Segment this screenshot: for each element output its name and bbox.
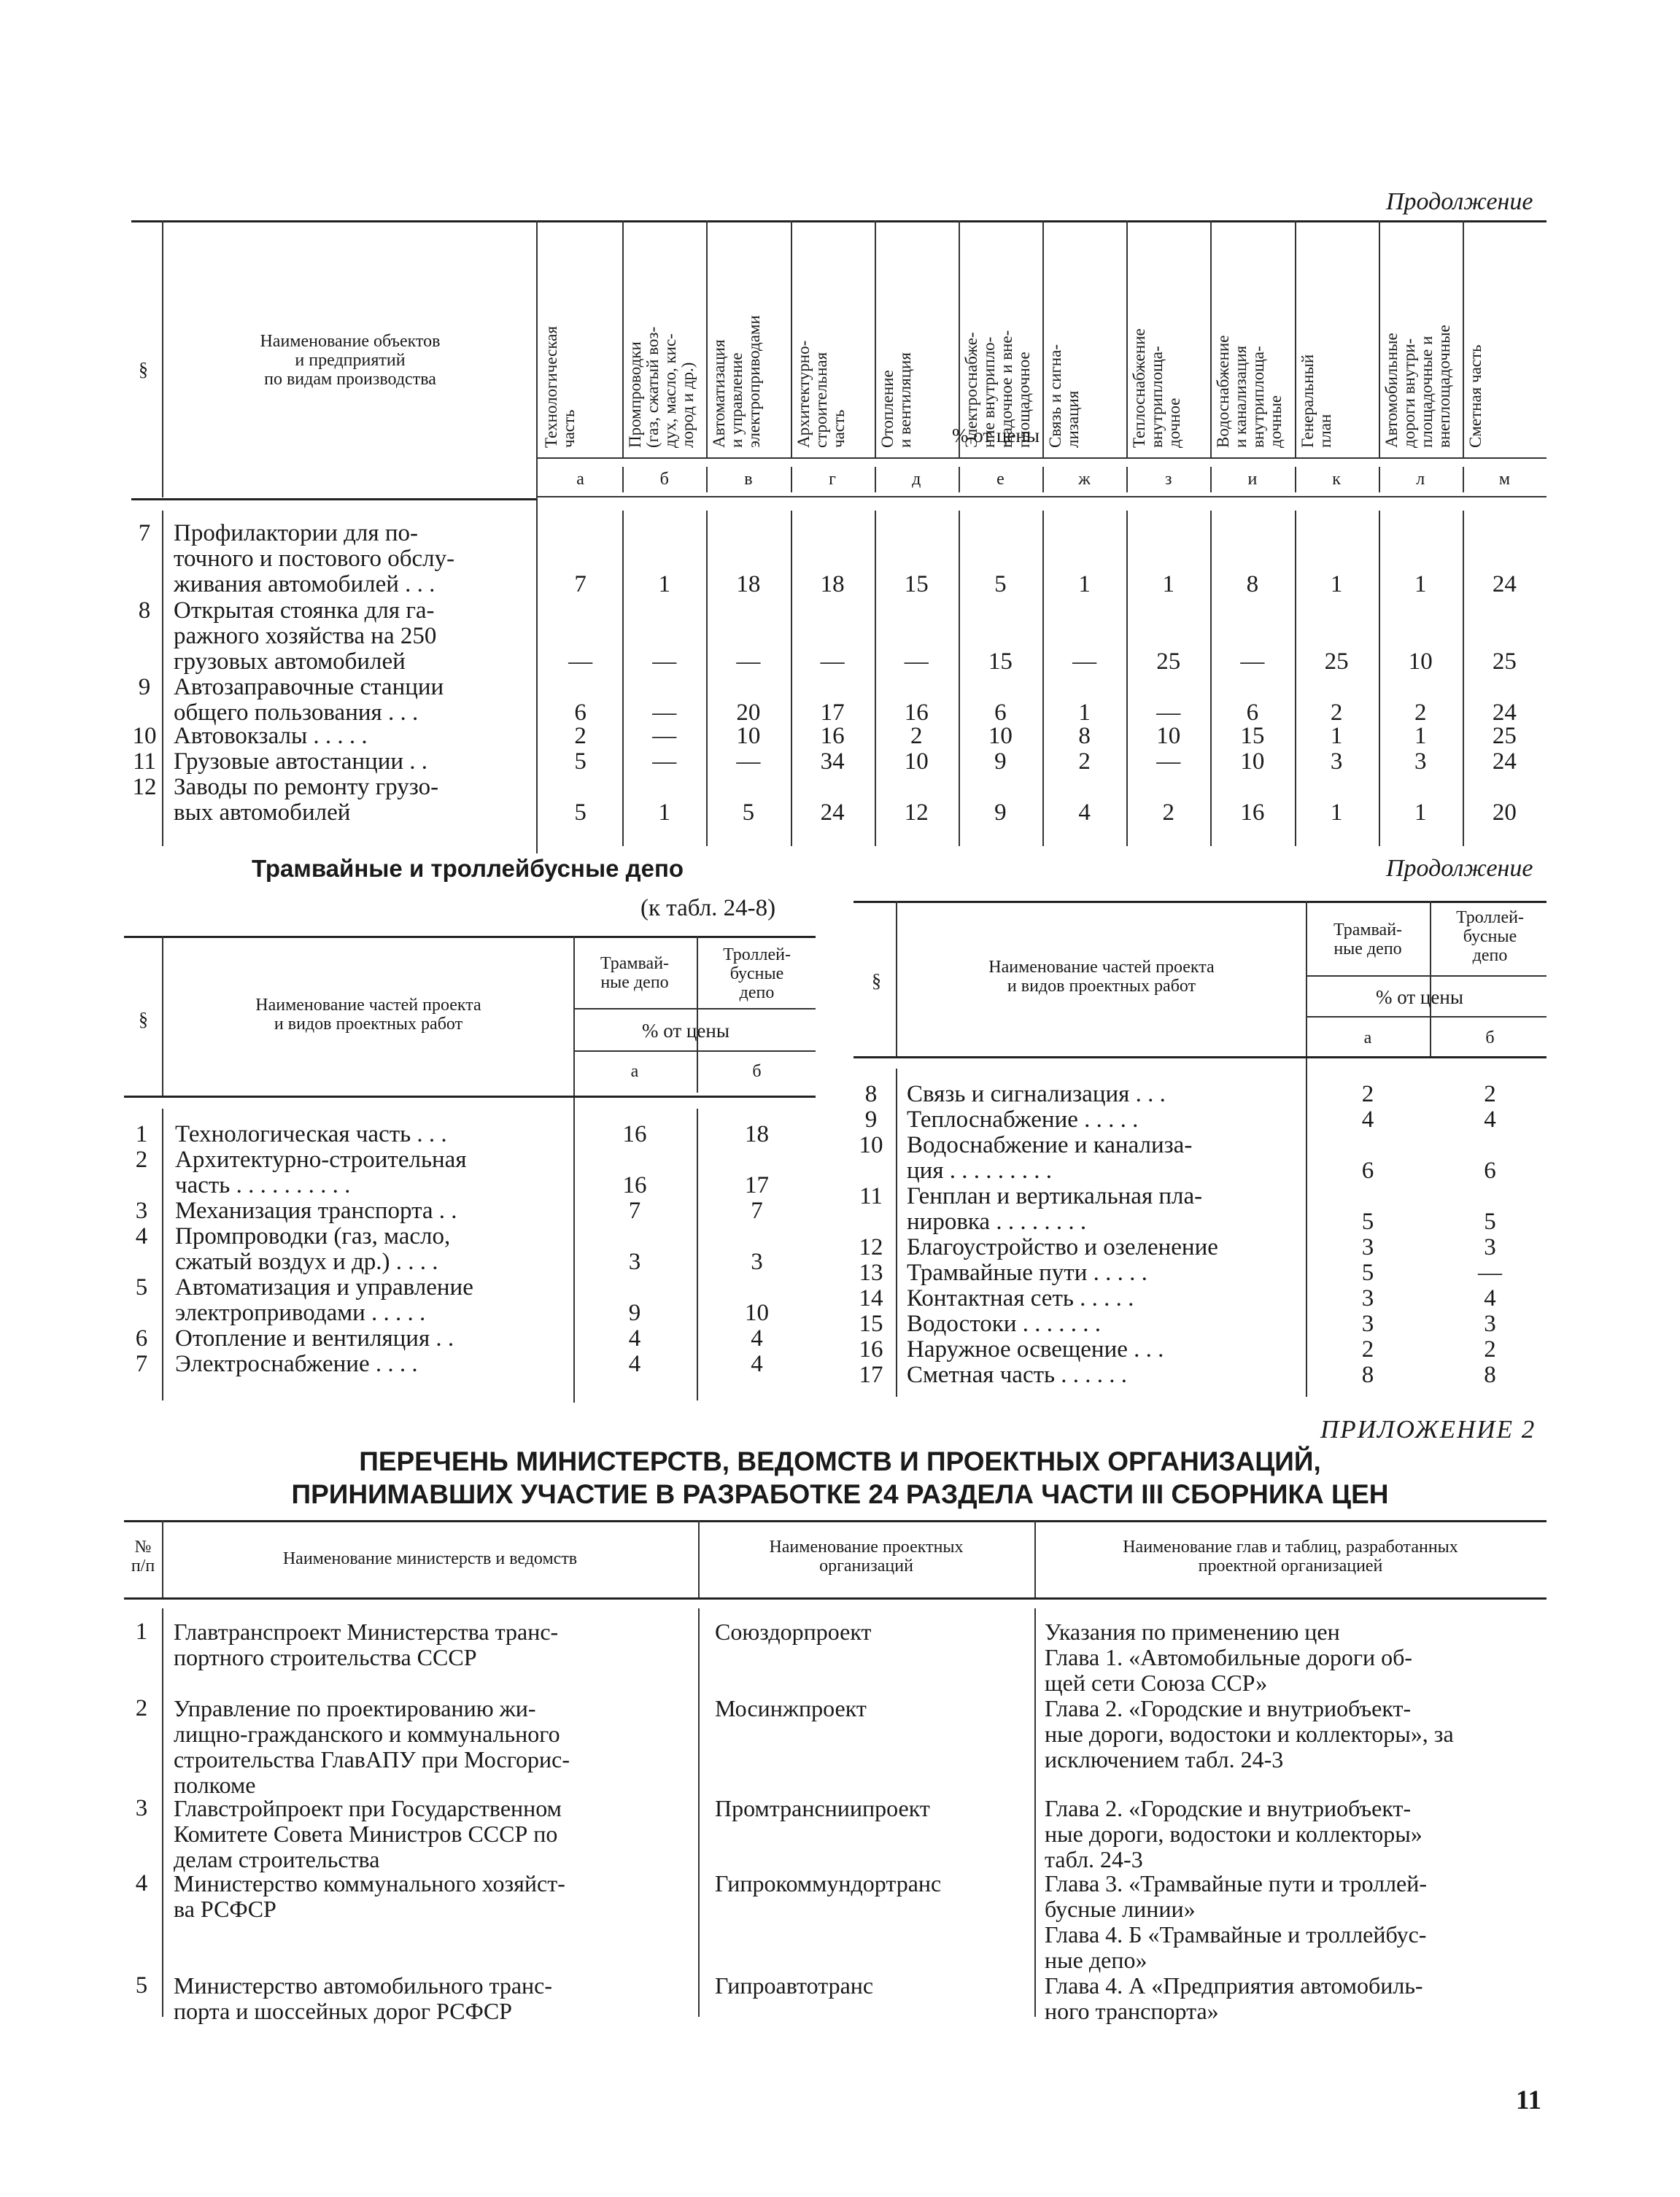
- top-col-header: Промпроводки (газ, сжатый воз- дух, масло, кис- лород и др.): [626, 326, 697, 448]
- appendix-rule: [124, 1520, 1547, 1522]
- top-row-value: 10: [904, 748, 929, 775]
- depot-row-number: 8: [864, 1081, 878, 1107]
- top-row-value: 9: [994, 748, 1007, 775]
- appendix-head-num: № п/п: [131, 1538, 155, 1576]
- top-col-divider: [1463, 220, 1464, 457]
- appendix-row-org: Союздорпроект: [715, 1619, 872, 1645]
- depot-row-troll: 2: [1484, 1081, 1496, 1107]
- top-row-value: 5: [742, 799, 755, 826]
- depot-row-name: Благоустройство и озеленение: [907, 1234, 1218, 1260]
- top-row-number: 8: [138, 597, 151, 624]
- top-col-divider: [1042, 220, 1044, 457]
- depot-left-troll-head: Троллей- бусные депо: [723, 945, 791, 1002]
- top-row-value: 8: [1246, 571, 1259, 597]
- depot-row-tram: 16: [622, 1172, 647, 1198]
- top-col-letter: к: [1332, 470, 1341, 489]
- top-sect-head: §: [139, 359, 148, 380]
- top-col-header: Теплоснабжение внутриплоща- дочное: [1130, 328, 1184, 448]
- depot-right-name-head: Наименование частей проекта и видов проектных работ: [988, 958, 1215, 996]
- top-row-value: 2: [1330, 700, 1343, 726]
- top-col-header: Генеральный план: [1298, 354, 1334, 448]
- top-row-value: 2: [1162, 799, 1174, 826]
- top-col-divider: [622, 511, 624, 846]
- depot-left-unit: % от цены: [642, 1020, 729, 1042]
- top-row-value: —: [1072, 648, 1097, 675]
- depot-row-tram: 4: [628, 1351, 641, 1377]
- appendix-row-ministry: Министерство автомобильного транс- порта и шоссейных дорог РСФСР: [174, 1972, 552, 2024]
- depot-row-name: Наружное освещение . . .: [907, 1336, 1164, 1363]
- top-row-value: 6: [1246, 700, 1259, 726]
- depot-row-tram: 2: [1361, 1336, 1374, 1363]
- top-col-header: Автомобильные дороги внутри- площадочные и внеплощадочные: [1382, 325, 1453, 448]
- appendix-row-number: 2: [135, 1695, 148, 1721]
- depot-left-rule: [573, 1050, 816, 1052]
- top-col-letter: и: [1247, 470, 1258, 489]
- top-col-divider: [1210, 511, 1212, 846]
- top-row-name: Профилактории для по- точного и постового обслу- живания автомобилей . . .: [174, 520, 455, 597]
- depot-row-troll: 8: [1484, 1362, 1496, 1388]
- top-row-name: Автовокзалы . . . . .: [174, 723, 368, 749]
- top-row-value: 12: [904, 799, 929, 826]
- top-table-rule: [536, 457, 1547, 459]
- depot-right-vline: [1430, 901, 1431, 1058]
- top-row-value: 1: [1414, 571, 1427, 597]
- depot-row-tram: 2: [1361, 1081, 1374, 1107]
- top-col-divider: [875, 511, 876, 846]
- top-row-number: 7: [138, 520, 151, 546]
- appendix-row-number: 1: [135, 1619, 148, 1645]
- depot-row-name: Механизация транспорта . .: [175, 1198, 457, 1224]
- top-col-divider: [1210, 220, 1212, 457]
- top-col-header: Сметная часть: [1466, 344, 1484, 448]
- depot-row-tram: 3: [1361, 1234, 1374, 1260]
- page-number: 11: [1516, 2085, 1541, 2115]
- depot-right-rule: [1306, 1016, 1547, 1018]
- depot-right-rule: [853, 901, 1547, 903]
- top-row-value: 1: [1330, 571, 1343, 597]
- top-row-value: 24: [1492, 700, 1517, 726]
- top-col-divider: [1463, 511, 1464, 846]
- top-row-number: 10: [132, 723, 157, 749]
- appendix-head-min: Наименование министерств и ведомств: [282, 1549, 578, 1568]
- top-row-value: 1: [1414, 723, 1427, 749]
- top-row-value: 5: [574, 799, 587, 826]
- top-row-value: 24: [820, 799, 845, 826]
- depot-right-unit: % от цены: [1376, 986, 1463, 1008]
- top-col-header: Связь и сигна- лизация: [1046, 344, 1082, 448]
- depot-row-tram: 5: [1361, 1260, 1374, 1286]
- top-row-value: 15: [904, 571, 929, 597]
- top-row-value: —: [568, 648, 593, 675]
- top-col-divider: [875, 220, 876, 457]
- top-col-header: Архитектурно- строительная часть: [794, 340, 848, 448]
- top-row-value: 25: [1492, 648, 1517, 675]
- depot-right-rule: [853, 1056, 1547, 1058]
- top-col-divider: [1379, 220, 1380, 457]
- appendix-row-org: Гипроавтотранс: [715, 1972, 874, 1999]
- depot-left-lb: б: [752, 1062, 762, 1081]
- depot-row-number: 12: [859, 1234, 883, 1260]
- depot-row-name: Автоматизация и управление электроприводами . . . . .: [175, 1274, 473, 1326]
- top-table-vline: [162, 511, 163, 846]
- depot-row-name: Контактная сеть . . . . .: [907, 1285, 1134, 1311]
- depot-row-number: 1: [135, 1121, 148, 1147]
- depot-right-la: а: [1363, 1028, 1372, 1047]
- top-row-value: —: [904, 648, 929, 675]
- depot-row-tram: 9: [628, 1300, 641, 1326]
- depot-row-tram: 6: [1361, 1158, 1374, 1184]
- depot-row-troll: 6: [1484, 1158, 1496, 1184]
- top-col-letter: ж: [1078, 470, 1091, 489]
- top-row-value: —: [736, 748, 761, 775]
- depot-row-troll: 7: [751, 1198, 763, 1224]
- top-table-vline: [162, 220, 163, 497]
- top-col-letter: в: [744, 470, 753, 489]
- top-col-divider: [1126, 511, 1128, 846]
- appendix-row-chapters: Глава 4. А «Предприятия автомобиль- ного транспорта»: [1045, 1972, 1423, 2024]
- top-row-value: 16: [1240, 799, 1265, 826]
- top-col-divider: [1379, 511, 1380, 846]
- depot-right-sect-head: §: [872, 970, 881, 991]
- depot-left-vline: [697, 1109, 698, 1400]
- top-row-value: 1: [1330, 723, 1343, 749]
- depot-row-name: Связь и сигнализация . . .: [907, 1081, 1166, 1107]
- depot-row-name: Архитектурно-строительная часть . . . . . . . . . .: [175, 1147, 467, 1198]
- depot-row-troll: 5: [1484, 1209, 1496, 1235]
- depot-right-vline: [896, 901, 897, 1058]
- top-row-value: 1: [1078, 700, 1091, 726]
- depot-row-name: Водоснабжение и канализа- ция . . . . . . . . .: [907, 1132, 1193, 1184]
- top-row-value: 10: [1408, 648, 1433, 675]
- top-row-value: —: [652, 700, 677, 726]
- depot-row-number: 7: [135, 1351, 148, 1377]
- top-row-value: 1: [658, 799, 670, 826]
- appendix-row-org: Гипрокоммундортранс: [715, 1870, 942, 1896]
- top-col-divider: [706, 220, 708, 457]
- depot-row-number: 17: [859, 1362, 883, 1388]
- depot-row-number: 15: [859, 1311, 883, 1337]
- top-row-value: 9: [994, 799, 1007, 826]
- appendix-row-chapters: Указания по применению цен Глава 1. «Автомобильные дороги об- щей сети Союза ССР»: [1045, 1619, 1413, 1696]
- depot-left-tram-head: Трамвай- ные депо: [600, 954, 670, 992]
- depot-row-name: Электроснабжение . . . .: [175, 1351, 418, 1377]
- appendix-row-ministry: Главстройпроект при Государственном Комитете Совета Министров СССР по делам строительства: [174, 1795, 562, 1872]
- depot-row-troll: 4: [1484, 1285, 1496, 1311]
- top-row-value: 15: [988, 648, 1013, 675]
- top-row-value: 2: [910, 723, 923, 749]
- top-row-value: 1: [1078, 571, 1091, 597]
- top-row-value: 10: [1240, 748, 1265, 775]
- depot-row-name: Отопление и вентиляция . .: [175, 1325, 454, 1352]
- top-continuation: Продолжение: [1386, 188, 1533, 215]
- top-col-letter: е: [996, 470, 1004, 489]
- depot-row-troll: 3: [1484, 1311, 1496, 1337]
- top-row-value: 6: [994, 700, 1007, 726]
- depot-row-tram: 3: [1361, 1311, 1374, 1337]
- top-col-letter: г: [829, 470, 836, 489]
- appendix-vline: [1034, 1608, 1036, 2017]
- top-row-value: —: [1156, 748, 1181, 775]
- appendix-row-ministry: Главтранспроект Министерства транс- портного строительства СССР: [174, 1619, 559, 1670]
- top-row-value: 20: [1492, 799, 1517, 826]
- depot-row-number: 13: [859, 1260, 883, 1286]
- top-row-number: 11: [133, 748, 156, 775]
- top-col-header: Автоматизация и управление электроприводами: [710, 315, 764, 448]
- appendix-row-ministry: Управление по проектированию жи- лищно-гражданского и коммунального строительства ГлавАПУ при Мосгорис- полкоме: [174, 1695, 570, 1798]
- appendix-label: ПРИЛОЖЕНИЕ 2: [1320, 1415, 1536, 1444]
- depot-row-troll: 18: [745, 1121, 769, 1147]
- top-row-value: 4: [1078, 799, 1091, 826]
- top-row-value: 16: [820, 723, 845, 749]
- depot-left-rule: [573, 1008, 816, 1010]
- depot-row-number: 14: [859, 1285, 883, 1311]
- top-row-value: —: [1240, 648, 1265, 675]
- top-col-letter: б: [659, 470, 669, 489]
- depot-row-troll: 3: [1484, 1234, 1496, 1260]
- top-col-letter: м: [1498, 470, 1510, 489]
- top-row-value: 10: [988, 723, 1013, 749]
- top-row-value: 15: [1240, 723, 1265, 749]
- top-row-value: 10: [736, 723, 761, 749]
- depot-row-number: 2: [135, 1147, 148, 1173]
- top-row-value: 25: [1492, 723, 1517, 749]
- top-table-rule: [131, 498, 536, 500]
- depot-row-name: Технологическая часть . . .: [175, 1121, 447, 1147]
- depot-row-troll: 17: [745, 1172, 769, 1198]
- depot-row-number: 4: [135, 1223, 148, 1249]
- top-col-divider: [622, 220, 624, 457]
- depot-row-number: 10: [859, 1132, 883, 1158]
- depot-row-name: Теплоснабжение . . . . .: [907, 1107, 1139, 1133]
- depot-left-vline: [573, 936, 575, 1403]
- top-row-value: 25: [1156, 648, 1181, 675]
- top-row-value: —: [652, 648, 677, 675]
- top-table-rule: [131, 220, 1547, 222]
- depot-right-lb: б: [1485, 1028, 1495, 1047]
- top-col-header: Водоснабжение и канализация внутриплоща- дочные: [1214, 335, 1285, 448]
- top-row-value: 18: [736, 571, 761, 597]
- depot-row-number: 5: [135, 1274, 148, 1301]
- top-col-letter: д: [912, 470, 921, 489]
- appendix-head-ch: Наименование глав и таблиц, разработанных проектной организацией: [1123, 1538, 1458, 1576]
- top-row-value: 2: [1414, 700, 1427, 726]
- depot-left-la: а: [630, 1062, 639, 1081]
- depot-row-tram: 3: [628, 1249, 641, 1275]
- top-row-name: Заводы по ремонту грузо- вых автомобилей: [174, 774, 439, 826]
- top-row-value: 10: [1156, 723, 1181, 749]
- top-col-divider: [1295, 220, 1296, 457]
- depot-ref: (к табл. 24-8): [640, 895, 776, 921]
- depot-right-rule: [1306, 975, 1547, 977]
- depot-row-tram: 8: [1361, 1362, 1374, 1388]
- appendix-row-ministry: Министерство коммунального хозяйст- ва РСФСР: [174, 1870, 565, 1922]
- depot-row-troll: —: [1478, 1260, 1502, 1286]
- top-row-number: 9: [138, 674, 151, 700]
- depot-right-troll-head: Троллей- бусные депо: [1456, 908, 1524, 965]
- top-row-value: 17: [820, 700, 845, 726]
- top-row-value: 20: [736, 700, 761, 726]
- depot-row-number: 6: [135, 1325, 148, 1352]
- depot-row-name: Трамвайные пути . . . . .: [907, 1260, 1147, 1286]
- top-row-name: Открытая стоянка для га- ражного хозяйства на 250 грузовых автомобилей: [174, 597, 437, 675]
- top-row-value: 8: [1078, 723, 1091, 749]
- depot-row-tram: 4: [628, 1325, 641, 1352]
- depot-row-troll: 4: [1484, 1107, 1496, 1133]
- top-row-value: —: [1156, 700, 1181, 726]
- top-row-value: 16: [904, 700, 929, 726]
- appendix-head-org: Наименование проектных организаций: [769, 1538, 964, 1576]
- top-row-value: 5: [994, 571, 1007, 597]
- appendix-vline: [698, 1608, 700, 2017]
- top-col-header: Отопление и вентиляция: [878, 352, 914, 448]
- depot-left-rule: [124, 936, 816, 938]
- top-row-name: Автозаправочные станции общего пользования . . .: [174, 674, 444, 726]
- top-row-value: —: [652, 748, 677, 775]
- top-row-value: 6: [574, 700, 587, 726]
- depot-row-troll: 2: [1484, 1336, 1496, 1363]
- top-row-value: 1: [1330, 799, 1343, 826]
- top-row-value: 34: [820, 748, 845, 775]
- appendix-title-2: ПРИНИМАВШИХ УЧАСТИЕ В РАЗРАБОТКЕ 24 РАЗДЕЛА ЧАСТИ III СБОРНИКА ЦЕН: [291, 1479, 1389, 1509]
- depot-left-sect-head: §: [139, 1009, 148, 1030]
- top-row-value: 5: [574, 748, 587, 775]
- appendix-rule: [124, 1597, 1547, 1600]
- top-table-vline: [536, 220, 538, 853]
- depot-row-number: 3: [135, 1198, 148, 1224]
- depot-row-tram: 16: [622, 1121, 647, 1147]
- top-row-name: Грузовые автостанции . .: [174, 748, 428, 775]
- depot-row-troll: 3: [751, 1249, 763, 1275]
- depot-row-name: Генплан и вертикальная пла- нировка . . . . . . . .: [907, 1183, 1203, 1235]
- top-row-value: 2: [574, 723, 587, 749]
- top-col-header: Технологическая часть: [542, 326, 578, 448]
- depot-left-name-head: Наименование частей проекта и видов проектных работ: [255, 996, 481, 1034]
- top-row-value: 1: [1162, 571, 1174, 597]
- top-col-letter: а: [576, 470, 584, 489]
- top-col-divider: [959, 511, 960, 846]
- appendix-vline: [162, 1608, 163, 2017]
- depot-row-number: 11: [859, 1183, 883, 1209]
- top-row-value: —: [820, 648, 845, 675]
- top-row-value: 1: [658, 571, 670, 597]
- appendix-row-chapters: Глава 2. «Городские и внутриобъект- ные дороги, водостоки и коллекторы», за исключением табл. 24-3: [1045, 1695, 1454, 1772]
- depot-right-vline: [896, 1069, 897, 1397]
- appendix-row-number: 4: [135, 1870, 148, 1896]
- top-row-value: 1: [1414, 799, 1427, 826]
- top-row-value: 24: [1492, 571, 1517, 597]
- appendix-row-org: Мосинжпроект: [715, 1695, 867, 1721]
- depot-row-tram: 4: [1361, 1107, 1374, 1133]
- top-row-number: 12: [132, 774, 157, 800]
- top-col-divider: [791, 220, 792, 457]
- top-col-letter: з: [1164, 470, 1172, 489]
- top-col-divider: [1042, 511, 1044, 846]
- depot-row-number: 9: [864, 1107, 878, 1133]
- top-row-value: 3: [1414, 748, 1427, 775]
- top-col-letter: л: [1416, 470, 1425, 489]
- appendix-row-org: Промтрансниипроект: [715, 1795, 930, 1821]
- depot-left-vline: [162, 1109, 163, 1400]
- top-row-value: —: [736, 648, 761, 675]
- depot-left-vline: [697, 936, 698, 1093]
- depot-left-vline: [162, 936, 163, 1098]
- top-row-value: 24: [1492, 748, 1517, 775]
- appendix-row-number: 3: [135, 1795, 148, 1821]
- depot-left-rule: [124, 1096, 816, 1098]
- depot-row-troll: 10: [745, 1300, 769, 1326]
- depot-row-name: Промпроводки (газ, масло, сжатый воздух и др.) . . . .: [175, 1223, 451, 1275]
- top-col-header: Электроснабже- ние внутрипло- щадочное и вне- площадочное: [961, 330, 1033, 448]
- top-col-divider: [706, 511, 708, 846]
- depot-row-tram: 5: [1361, 1209, 1374, 1235]
- top-row-value: 2: [1078, 748, 1091, 775]
- top-row-value: 7: [574, 571, 587, 597]
- appendix-row-number: 5: [135, 1972, 148, 1999]
- top-row-value: 25: [1324, 648, 1349, 675]
- depot-row-name: Сметная часть . . . . . .: [907, 1362, 1128, 1388]
- top-col-divider: [959, 220, 960, 457]
- depot-title: Трамвайные и троллейбусные депо: [252, 855, 684, 882]
- depot-right-tram-head: Трамвай- ные депо: [1333, 921, 1403, 958]
- top-unit: % от цены: [952, 425, 1040, 446]
- top-row-value: 18: [820, 571, 845, 597]
- top-col-divider: [1126, 220, 1128, 457]
- appendix-row-chapters: Глава 3. «Трамвайные пути и троллей- бусные линии» Глава 4. Б «Трамвайные и троллейбус- ные депо»: [1045, 1870, 1428, 1973]
- depot-row-number: 16: [859, 1336, 883, 1363]
- top-name-head: Наименование объектов и предприятий по видам производства: [260, 332, 441, 389]
- top-col-divider: [791, 511, 792, 846]
- depot-row-tram: 3: [1361, 1285, 1374, 1311]
- top-row-value: —: [652, 723, 677, 749]
- depot-row-tram: 7: [628, 1198, 641, 1224]
- top-col-divider: [1295, 511, 1296, 846]
- depot-row-name: Водостоки . . . . . . .: [907, 1311, 1101, 1337]
- appendix-row-chapters: Глава 2. «Городские и внутриобъект- ные дороги, водостоки и коллекторы» табл. 24-3: [1045, 1795, 1422, 1872]
- depot-row-troll: 4: [751, 1351, 763, 1377]
- top-row-value: 3: [1330, 748, 1343, 775]
- depot-continuation: Продолжение: [1386, 855, 1533, 882]
- appendix-title-1: ПЕРЕЧЕНЬ МИНИСТЕРСТВ, ВЕДОМСТВ И ПРОЕКТНЫХ ОРГАНИЗАЦИЙ,: [359, 1446, 1321, 1476]
- top-table-rule: [536, 496, 1547, 497]
- depot-row-troll: 4: [751, 1325, 763, 1352]
